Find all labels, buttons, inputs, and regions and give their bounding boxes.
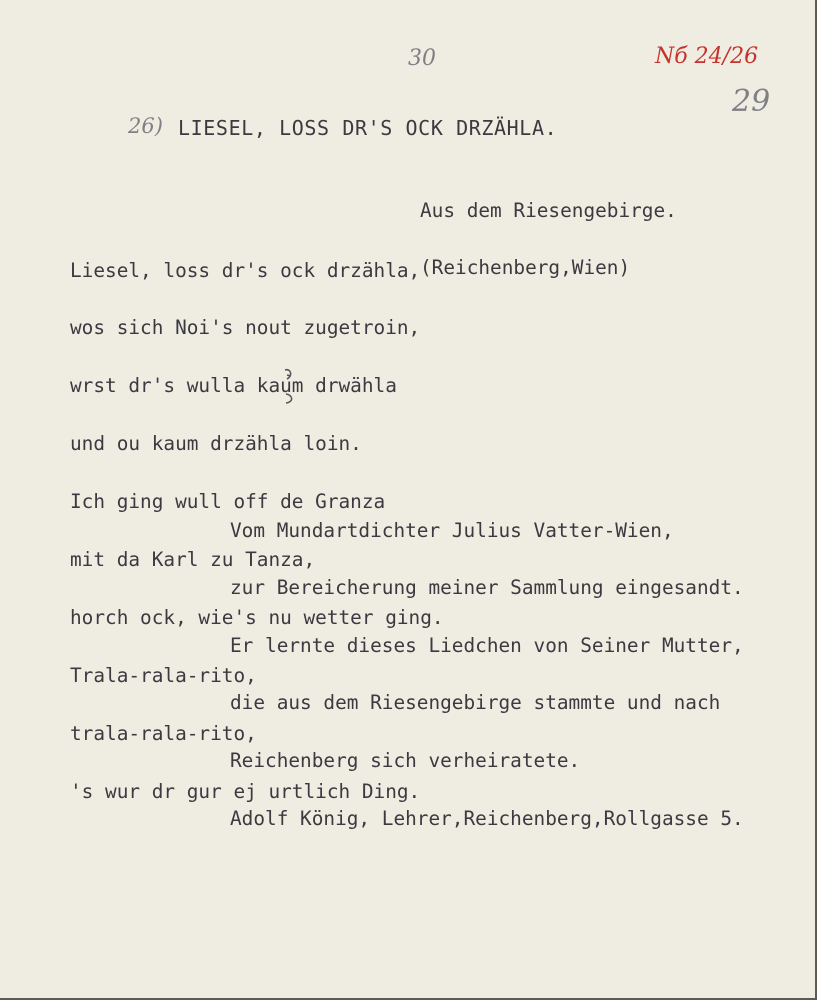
origin-line: Aus dem Riesengebirge. (420, 198, 677, 222)
lyric-line: trala-rala-rito, (70, 721, 257, 745)
page-number-handwritten: 30 (408, 46, 436, 71)
lyric-line: Trala-rala-rito, (70, 663, 257, 687)
lyric-line: Ich ging wull off de Granza (70, 490, 386, 514)
lyric-line: Liesel, loss dr's ock drzähla, (70, 258, 421, 282)
lyric-line: wrst dr's wulla kaum drwähla (70, 374, 397, 398)
repeat-bracket-mark (282, 364, 298, 404)
note-line: Er lernte dieses Liedchen von Seiner Mutter, (230, 633, 744, 657)
note-line: zur Bereicherung meiner Sammlung eingesandt. (230, 576, 744, 600)
note-line: die aus dem Riesengebirge stammte und nach (230, 691, 721, 715)
lyric-line: mit da Karl zu Tanza, (70, 548, 316, 572)
number-handwritten-right: 29 (732, 84, 771, 119)
origin-line: (Reichenberg,Wien) (420, 256, 631, 280)
song-title: LIESEL, LOSS DR'S OCK DRZÄHLA. (178, 116, 558, 140)
song-origin (420, 162, 677, 316)
note-line: Reichenberg sich verheiratete. (230, 748, 581, 772)
provenance-note (230, 482, 744, 866)
lyric-line: 's wur dr gur ej urtlich Ding. (70, 779, 421, 803)
item-number-handwritten: 26) (128, 114, 163, 138)
note-line: Adolf König, Lehrer,Reichenberg,Rollgasse 5. (230, 806, 744, 830)
lyric-line: horch ock, wie's nu wetter ging. (70, 605, 444, 629)
note-line: Vom Mundartdichter Julius Vatter-Wien, (230, 518, 674, 542)
lyric-line: wos sich Noi's nout zugetroin, (70, 316, 421, 340)
lyric-line: und ou kaum drzähla loin. (70, 432, 362, 456)
archive-signature-handwritten: Nб 24/26 (655, 44, 759, 69)
